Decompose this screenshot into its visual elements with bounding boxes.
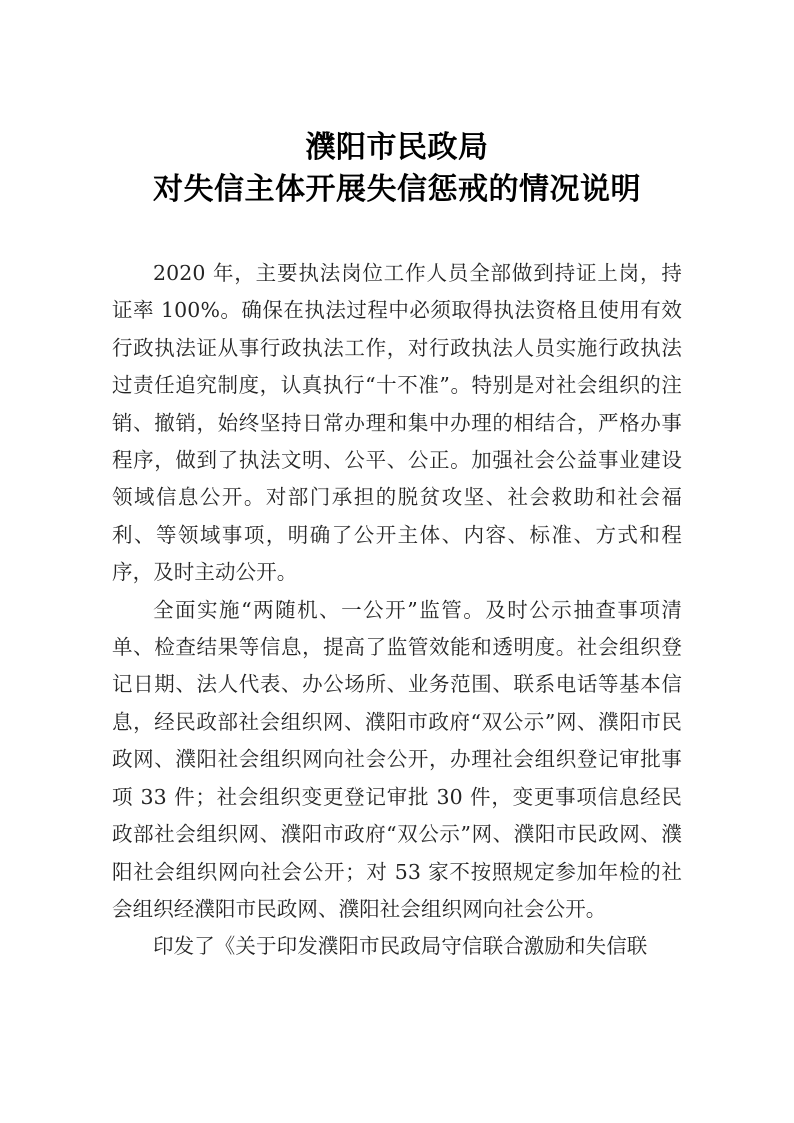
body-paragraph-3: 印发了《关于印发濮阳市民政局守信联合激励和失信联	[153, 934, 648, 959]
document-body	[112, 255, 682, 966]
body-paragraph-2: 全面实施“两随机、一公开”监管。及时公示抽查事项清单、检查结果等信息，提高了监管效能和透明度。社会组织登记日期、法人代表、办公场所、业务范围、联系电话等基本信息，经民政部社会组织网、濮阳市政府“双公示”网、濮阳市民政网、濮阳社会组织网向社会公开，办理社会组织登记审批事项 33 件；社会组织变更登记审批 30 件，变更事项信息经民政部社会组织网、濮阳市政府“双公示”网、濮阳市民政网、濮阳社会组织网向社会公开；对 53 家不按照规定参加年检的社会组织经濮阳市民政网、濮阳社会组织网向社会公开。	[112, 597, 682, 921]
title-line-subject: 对失信主体开展失信惩戒的情况说明	[153, 172, 641, 207]
body-paragraph-1: 2020 年，主要执法岗位工作人员全部做到持证上岗，持证率 100%。确保在执法过程中必须取得执法资格且使用有效行政执法证从事行政执法工作，对行政执法人员实施行政执法过责任追究制度，认真执行“十不准”。特别是对社会组织的注销、撤销，始终坚持日常办理和集中办理的相结合，严格办事程序，做到了执法文明、公平、公正。加强社会公益事业建设领域信息公开。对部门承担的脱贫攻坚、社会救助和社会福利、等领域事项，明确了公开主体、内容、标准、方式和程序，及时主动公开。	[112, 261, 682, 585]
document-title	[96, 127, 698, 211]
title-line-organization: 濮阳市民政局	[305, 130, 489, 165]
